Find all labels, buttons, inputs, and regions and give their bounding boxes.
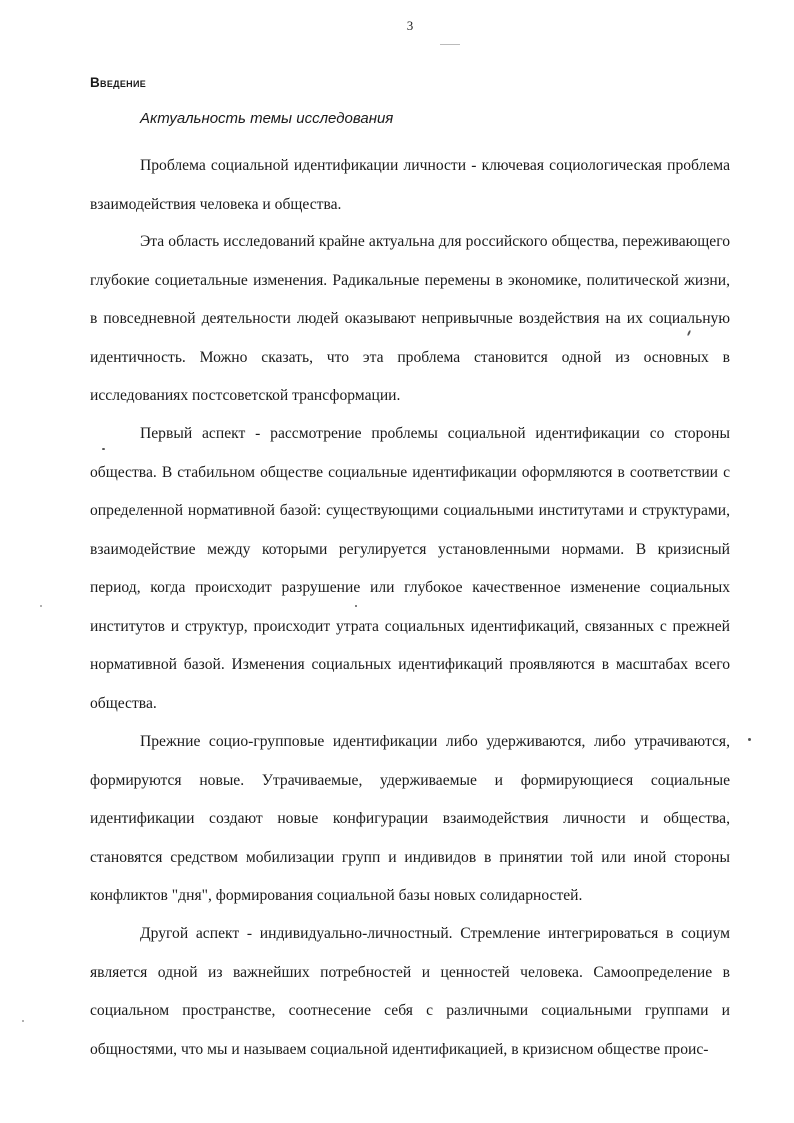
section-subheading: Актуальность темы исследования bbox=[140, 110, 394, 127]
paragraph-5: Другой аспект - индивидуально-личностный. Стремление интегрироваться в социум является одной из важнейших потребностей и ценностей человека. Самоопределение в социальном пространстве, соотнесение себя с различными социальными группами и общностями, что мы и называем социальной идентификацией, в кризисном обществе проис- bbox=[90, 925, 730, 1058]
scan-speck bbox=[40, 605, 42, 607]
scan-speck bbox=[355, 605, 357, 607]
section-heading: Введение bbox=[90, 75, 147, 90]
paragraph-1: Проблема социальной идентификации личности - ключевая социологическая проблема взаимодействия человека и общества. bbox=[90, 157, 730, 213]
scan-speck bbox=[22, 1020, 24, 1022]
page-number: 3 bbox=[406, 18, 414, 33]
paragraph-2: Эта область исследований крайне актуальна для российского общества, переживающего глубокие социетальные изменения. Радикальные перемены в экономике, политической жизни, в повседневной деятельности людей оказывают непривычные воздействия на их социальную идентичность. Можно сказать, что эта проблема становится одной из основных в исследованиях постсоветской трансформации. bbox=[90, 233, 730, 404]
scan-speck bbox=[102, 448, 105, 450]
paragraph-4: Прежние социо-групповые идентификации либо удерживаются, либо утрачиваются, формируются новые. Утрачиваемые, удерживаемые и формирующиеся социальные идентификации создают новые конфигурации взаимодействия личности и общества, становятся средством мобилизации групп и индивидов в принятии той или иной стороны конфликтов "дня", формирования социальной базы новых солидарностей. bbox=[90, 733, 730, 904]
scan-speck bbox=[748, 738, 751, 741]
scan-speck bbox=[440, 44, 460, 45]
paragraph-3: Первый аспект - рассмотрение проблемы социальной идентификации со стороны общества. В стабильном обществе социальные идентификации оформляются в соответствии с определенной нормативной базой: существующими социальными институтами и структурами, взаимодействие между которыми регулируется установленными нормами. В кризисный период, когда происходит разрушение или глубокое качественное изменение социальных институтов и структур, происходит утрата социальных идентификаций, связанных с прежней нормативной базой. Изменения социальных идентификаций проявляются в масштабах всего общества. bbox=[90, 425, 730, 712]
